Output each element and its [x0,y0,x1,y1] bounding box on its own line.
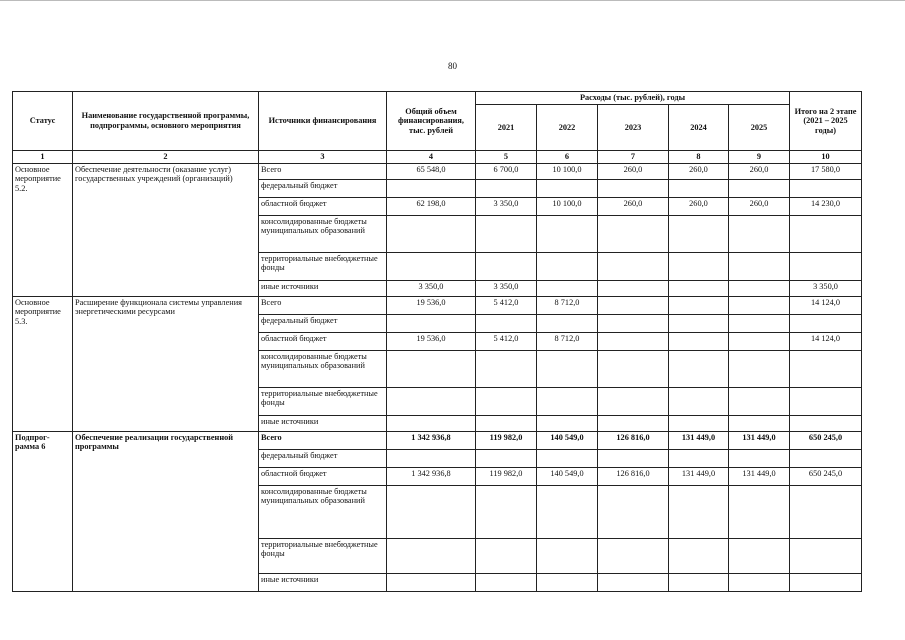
total-volume-cell [387,387,476,415]
column-number: 3 [259,151,387,164]
stage-total-cell [790,485,862,538]
year-amount-cell: 131 449,0 [729,467,790,485]
year-amount-cell: 8 712,0 [537,332,598,350]
source-cell: иные источники [259,573,387,591]
stage-total-cell: 14 124,0 [790,296,862,314]
year-amount-cell: 260,0 [669,163,729,179]
year-amount-cell [476,485,537,538]
year-amount-cell [476,314,537,332]
total-volume-cell [387,485,476,538]
column-number: 7 [598,151,669,164]
year-amount-cell [729,215,790,252]
year-amount-cell [669,252,729,280]
year-amount-cell: 140 549,0 [537,431,598,449]
year-amount-cell: 10 100,0 [537,197,598,215]
source-cell: иные источники [259,280,387,296]
year-amount-cell: 3 350,0 [476,280,537,296]
column-number: 1 [13,151,73,164]
source-cell: областной бюджет [259,467,387,485]
column-number-row [13,151,862,164]
year-amount-cell [669,573,729,591]
year-amount-cell: 119 982,0 [476,467,537,485]
stage-total-cell [790,449,862,467]
status-cell: Подпрог- рамма 6 [13,431,73,591]
year-amount-cell: 131 449,0 [729,431,790,449]
column-number: 5 [476,151,537,164]
source-cell: Всего [259,163,387,179]
year-amount-cell [729,296,790,314]
source-cell: областной бюджет [259,332,387,350]
financing-table [12,91,862,592]
year-amount-cell [669,415,729,431]
status-cell: Основное мероприятие 5.3. [13,296,73,431]
year-amount-cell [669,350,729,387]
year-amount-cell: 260,0 [729,197,790,215]
stage-total-cell: 650 245,0 [790,467,862,485]
header-total-stage: Итого на 2 этапе (2021 – 2025 годы) [790,92,862,151]
year-amount-cell: 6 700,0 [476,163,537,179]
year-amount-cell: 5 412,0 [476,296,537,314]
year-amount-cell [537,415,598,431]
column-number: 6 [537,151,598,164]
source-cell: федеральный бюджет [259,449,387,467]
year-amount-cell: 126 816,0 [598,431,669,449]
year-amount-cell [729,179,790,197]
year-amount-cell [729,350,790,387]
year-amount-cell [537,485,598,538]
source-cell: федеральный бюджет [259,179,387,197]
year-amount-cell [598,296,669,314]
column-number: 8 [669,151,729,164]
year-amount-cell [669,314,729,332]
program-name-cell: Обеспечение деятельности (оказание услуг) государственных учреждений (организаций) [73,163,259,296]
year-amount-cell [598,314,669,332]
year-amount-cell [476,179,537,197]
year-amount-cell [598,485,669,538]
year-amount-cell [476,350,537,387]
year-amount-cell [669,179,729,197]
year-amount-cell: 260,0 [598,163,669,179]
year-amount-cell [598,332,669,350]
source-cell: консолидированные бюджеты муниципальных образований [259,215,387,252]
year-amount-cell: 140 549,0 [537,467,598,485]
year-amount-cell [537,538,598,573]
year-amount-cell [669,387,729,415]
year-amount-cell: 5 412,0 [476,332,537,350]
year-amount-cell [729,280,790,296]
year-amount-cell [669,538,729,573]
year-amount-cell [598,350,669,387]
year-amount-cell: 3 350,0 [476,197,537,215]
header-total-volume: Общий объем финансирования, тыс. рублей [387,92,476,151]
year-amount-cell [537,215,598,252]
total-volume-cell [387,449,476,467]
total-volume-cell: 1 342 936,8 [387,467,476,485]
table-row [13,163,862,179]
year-amount-cell [537,387,598,415]
table-row [13,431,862,449]
year-amount-cell [537,280,598,296]
table-row [13,296,862,314]
total-volume-cell [387,215,476,252]
year-amount-cell [537,449,598,467]
year-amount-cell [729,573,790,591]
year-amount-cell [537,573,598,591]
column-number: 4 [387,151,476,164]
total-volume-cell: 62 198,0 [387,197,476,215]
source-cell: Всего [259,296,387,314]
header-expenses-group: Расходы (тыс. рублей), годы [476,92,790,105]
program-name-cell: Расширение функционала системы управления энергетическими ресурсами [73,296,259,431]
total-volume-cell: 3 350,0 [387,280,476,296]
source-cell: консолидированные бюджеты муниципальных образований [259,485,387,538]
year-amount-cell: 126 816,0 [598,467,669,485]
table-header [13,92,862,164]
header-year: 2021 [476,105,537,151]
stage-total-cell [790,252,862,280]
year-amount-cell [476,387,537,415]
year-amount-cell [669,485,729,538]
source-cell: территориальные внебюджетные фонды [259,387,387,415]
stage-total-cell: 14 230,0 [790,197,862,215]
year-amount-cell [729,449,790,467]
year-amount-cell [598,449,669,467]
total-volume-cell [387,415,476,431]
year-amount-cell [537,252,598,280]
year-amount-cell: 260,0 [729,163,790,179]
year-amount-cell [729,538,790,573]
total-volume-cell: 19 536,0 [387,296,476,314]
source-cell: территориальные внебюджетные фонды [259,538,387,573]
page-edge [0,0,905,4]
total-volume-cell [387,314,476,332]
year-amount-cell [729,387,790,415]
stage-total-cell: 17 580,0 [790,163,862,179]
year-amount-cell [669,296,729,314]
stage-total-cell [790,538,862,573]
table-body [13,163,862,591]
source-cell: территориальные внебюджетные фонды [259,252,387,280]
year-amount-cell [729,252,790,280]
year-amount-cell: 260,0 [598,197,669,215]
total-volume-cell [387,252,476,280]
year-amount-cell: 8 712,0 [537,296,598,314]
year-amount-cell [537,179,598,197]
source-cell: консолидированные бюджеты муниципальных образований [259,350,387,387]
year-amount-cell [598,387,669,415]
header-year: 2025 [729,105,790,151]
source-cell: федеральный бюджет [259,314,387,332]
status-cell: Основное мероприятие 5.2. [13,163,73,296]
year-amount-cell [598,215,669,252]
stage-total-cell: 650 245,0 [790,431,862,449]
year-amount-cell [729,314,790,332]
year-amount-cell [476,538,537,573]
total-volume-cell: 19 536,0 [387,332,476,350]
column-number: 2 [73,151,259,164]
year-amount-cell [598,252,669,280]
header-sources: Источники финансирования [259,92,387,151]
year-amount-cell [669,449,729,467]
year-amount-cell [598,573,669,591]
year-amount-cell: 131 449,0 [669,431,729,449]
stage-total-cell [790,179,862,197]
source-cell: областной бюджет [259,197,387,215]
total-volume-cell [387,179,476,197]
header-year: 2022 [537,105,598,151]
year-amount-cell [476,449,537,467]
source-cell: иные источники [259,415,387,431]
year-amount-cell [669,280,729,296]
stage-total-cell [790,415,862,431]
year-amount-cell [729,332,790,350]
year-amount-cell [598,538,669,573]
total-volume-cell: 65 548,0 [387,163,476,179]
stage-total-cell [790,573,862,591]
year-amount-cell [537,314,598,332]
total-volume-cell [387,350,476,387]
total-volume-cell [387,573,476,591]
stage-total-cell: 14 124,0 [790,332,862,350]
header-year: 2023 [598,105,669,151]
year-amount-cell: 131 449,0 [669,467,729,485]
total-volume-cell [387,538,476,573]
stage-total-cell [790,215,862,252]
year-amount-cell: 10 100,0 [537,163,598,179]
source-cell: Всего [259,431,387,449]
stage-total-cell [790,314,862,332]
header-name: Наименование государственной программы, подпрограммы, основного мероприятия [73,92,259,151]
year-amount-cell [598,179,669,197]
year-amount-cell [669,332,729,350]
year-amount-cell [598,415,669,431]
year-amount-cell [476,215,537,252]
year-amount-cell [476,252,537,280]
year-amount-cell: 260,0 [669,197,729,215]
column-number: 9 [729,151,790,164]
total-volume-cell: 1 342 936,8 [387,431,476,449]
header-status: Статус [13,92,73,151]
header-year: 2024 [669,105,729,151]
year-amount-cell [669,215,729,252]
year-amount-cell [476,415,537,431]
year-amount-cell [729,485,790,538]
page-number: 80 [448,61,457,71]
year-amount-cell: 119 982,0 [476,431,537,449]
stage-total-cell: 3 350,0 [790,280,862,296]
stage-total-cell [790,387,862,415]
stage-total-cell [790,350,862,387]
year-amount-cell [476,573,537,591]
year-amount-cell [598,280,669,296]
year-amount-cell [537,350,598,387]
program-name-cell: Обеспечение реализации государственной программы [73,431,259,591]
year-amount-cell [729,415,790,431]
column-number: 10 [790,151,862,164]
